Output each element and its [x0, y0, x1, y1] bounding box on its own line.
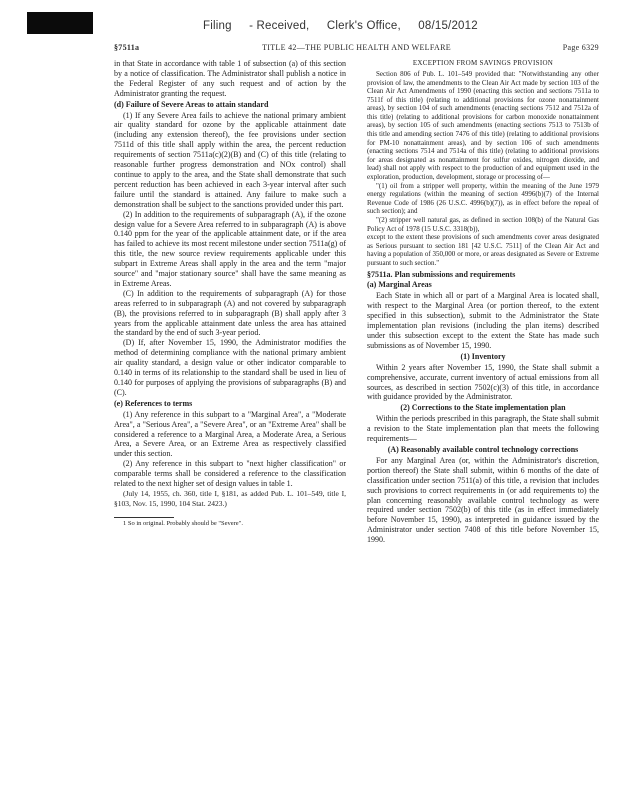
redaction-block: [27, 12, 93, 34]
stamp-filing: Filing: [203, 20, 232, 32]
footnote-divider: [114, 517, 174, 518]
paragraph: (1) Any reference in this subpart to a "Marginal Area", a "Moderate Area", a "Serious Area", a "Severe Area", or an "Extreme Area" shall be considered a reference to a Marginal Area, a Moderate Area, a Serious Area, a Severe Area, or an Extreme Area as respectively classified under this section.: [114, 409, 346, 459]
subsection-heading-d: (d) Failure of Severe Areas to attain standard: [114, 99, 269, 109]
paragraph: in that State in accordance with table 1 of subsection (a) of this section by a notice of classification. The Administrator shall publish a notice in the Federal Register of any such request and of action by the Administrator granting the request.: [114, 59, 346, 98]
title-heading: TITLE 42—THE PUBLIC HEALTH AND WELFARE: [262, 43, 451, 52]
note-paragraph: "(2) stripper well natural gas, as defined in section 108(b) of the Natural Gas Policy Act of 1978 (15 U.S.C. 3318(b)),: [367, 216, 599, 233]
page-number: Page 6329: [562, 43, 599, 52]
paragraph: For any Marginal Area (or, within the Administrator's discretion, portion thereof) the State shall submit, within 6 months of the date of classification under section 7511(a) of this title, a revision that includes such provisions to correct requirements in (or add requirements to) the plan concerning reasonably available control technology as were required under section 7502(b) of this title (as in effect immediately before November 15, 1990), as interpreted in guidance issued by the Administrator under section 7408 of this title before November 15, 1990.: [367, 455, 599, 545]
section-number: §7511a: [114, 43, 140, 52]
note-heading: EXCEPTION FROM SAVINGS PROVISION: [412, 59, 554, 67]
paragraph: (D) If, after November 15, 1990, the Administrator modifies the method of determining compliance with the national primary ambient air quality standard, a design value or other indicator comparable to 0.140 in terms of its relationship to the standard shall be used in lieu of 0.140 for purposes of applying the provisions of subparagraphs (B) and (C).: [114, 338, 346, 397]
stamp-date: 08/15/2012: [418, 20, 478, 32]
paragraph: Each State in which all or part of a Marginal Area is located shall, with respect to the Marginal Area (or portion thereof, to the extent specified in this subsection), submit to the Administrator the State implementation plan revisions (including the plan items) described under this subsection except to the extent the State has made such submissions as of November 15, 1990.: [367, 291, 599, 350]
right-column: [367, 59, 599, 545]
paragraph: Within the periods prescribed in this paragraph, the State shall submit a revision to the State implementation plan that meets the following requirements—: [367, 414, 599, 444]
page-header: [114, 43, 599, 55]
subsection-heading-a: (a) Marginal Areas: [367, 280, 432, 290]
paragraph-heading-2: (2) Corrections to the State implementation plan: [400, 403, 566, 413]
subsection-heading-e: (e) References to terms: [114, 398, 193, 408]
footnote: 1 So in original. Probably should be "Severe".: [123, 519, 243, 527]
stamp-received: - Received,: [249, 20, 310, 32]
note-paragraph: "(1) oil from a stripper well property, within the meaning of the June 1979 energy regulations (within the meaning of section 4996(b)(7) of the Internal Revenue Code of 1986 (26 U.S.C. 4996(b)(7)), as in effect before the repeal of such section); and: [367, 181, 599, 216]
subparagraph-heading-A: (A) Reasonably available control technology corrections: [387, 444, 579, 454]
stamp-office: Clerk's Office,: [326, 20, 401, 32]
note-paragraph: except to the extent these provisions of such amendments cover areas designated as Serious pursuant to section 181 [42 U.S.C. 7511] of the Clean Air Act and having a population of 350,000 or more, or areas designated as Severe or Extreme pursuant to such section.": [367, 233, 599, 267]
paragraph-heading-1: (1) Inventory: [460, 351, 506, 361]
paragraph: (C) In addition to the requirements of subparagraph (A) for those areas referred to in subparagraph (A) and not covered by subparagraph (B), the provisions referred to in subparagraph (B) shall apply after 3 years from the applicable attainment date unless the area has attained the standard by the end of such 3-year period.: [114, 288, 346, 338]
section-heading: §7511a. Plan submissions and requirements: [367, 269, 516, 279]
filing-stamp: [203, 20, 492, 32]
paragraph: (2) Any reference in this subpart to "next higher classification" or comparable terms shall be considered a reference to the classification related to the next higher set of design values in table 1.: [114, 459, 346, 489]
paragraph: (2) In addition to the requirements of subparagraph (A), if the ozone design value for a Severe Area referred to in subparagraph (A) is above 0.140 ppm for the year of the applicable attainment date, or if the area has failed to achieve its most recent milestone under section 7511a(g) of this title, the new source review requirements applicable under this subpart in Extreme Areas shall apply in the area and the term "major source" and "major stationary source" shall have the same meaning as in Extreme Areas.: [114, 209, 346, 288]
left-column: [114, 59, 346, 528]
paragraph: Within 2 years after November 15, 1990, the State shall submit a comprehensive, accurate, current inventory of actual emissions from all sources, as described in section 7502(c)(3) of this title, in accordance with guidance provided by the Administrator.: [367, 362, 599, 402]
paragraph: (1) If any Severe Area fails to achieve the national primary ambient air quality standard for ozone by the applicable attainment date (including any extension thereof), the fee provisions under section 7511d of this title shall apply within the area, the percent reduction requirements of section 7511a(c)(2)(B) and (C) of this title (relating to reasonable further progress demonstration and NOx control) shall continue to apply to the area, and the State shall demonstrate that such percent reduction has been achieved in each 3-year interval after such failure until the standard is attained. Any failure to make such a demonstration shall be subject to the sanctions provided under this part.: [114, 110, 346, 209]
citation: (July 14, 1955, ch. 360, title I, §181, as added Pub. L. 101–549, title I, §103, Nov. 15, 1990, 104 Stat. 2423.): [114, 488, 346, 508]
note-paragraph: Section 806 of Pub. L. 101–549 provided that: "Notwithstanding any other provision of law, the amendments to the Clean Air Act made by section 103 of the Clean Air Act Amendments of 1990 (enacting this section and sections 7511a to 7511f of this title) (relating to additional provisions for ozone nonattainment areas), by section 104 of such amendments (enacting sections 7512 and 7512a of this title) (relating to additional provisions for carbon monoxide nonattainment areas), by section 105 of such amendments (enacting sections 7513 to 7513b of this title and amending section 7476 of this title) (relating to additional provisions for PM-10 nonattainment areas), and by section 106 of such amendments (enacting sections 7514 and 7514a of this title) (relating to additional provisions for areas designated as nonattainment for sulfur oxides, nitrogen dioxide, and lead) shall not apply with respect to the production of and equipment used in the exploration, production, development, storage or processing of—: [367, 69, 599, 182]
